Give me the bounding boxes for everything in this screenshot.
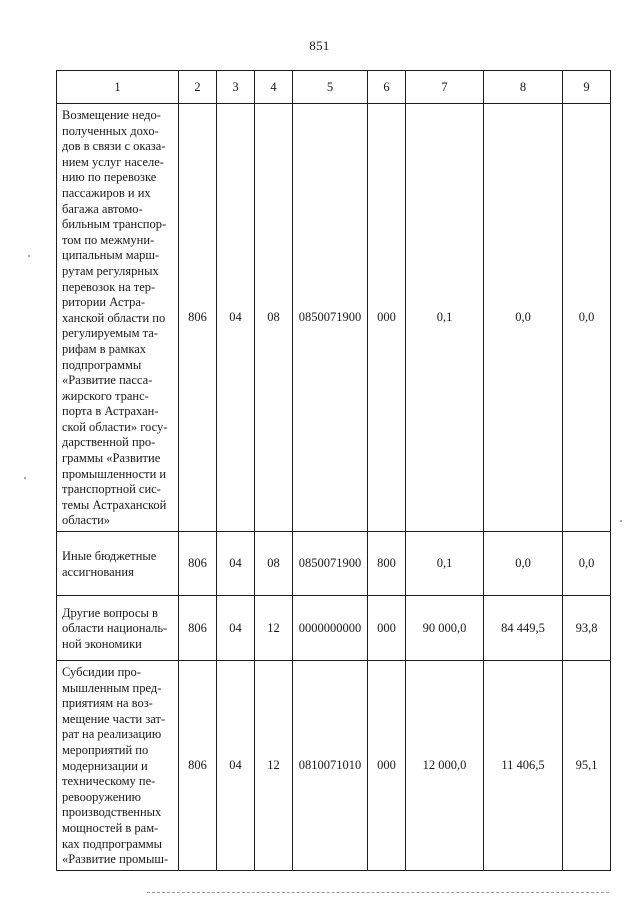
cell-target-code: 0850071900 <box>293 104 368 532</box>
cell-subsection: 08 <box>255 532 293 596</box>
header-cell-5: 5 <box>293 71 368 104</box>
scan-edge-line <box>147 892 609 893</box>
header-cell-4: 4 <box>255 71 293 104</box>
table-row <box>57 532 611 596</box>
header-cell-6: 6 <box>368 71 406 104</box>
cell-subsection: 12 <box>255 661 293 871</box>
cell-subsection: 12 <box>255 596 293 661</box>
cell-plan: 0,1 <box>406 104 484 532</box>
cell-plan: 0,1 <box>406 532 484 596</box>
header-cell-3: 3 <box>217 71 255 104</box>
cell-actual: 0,0 <box>484 104 563 532</box>
table-row <box>57 104 611 532</box>
scan-speck <box>28 255 30 257</box>
cell-percent: 95,1 <box>563 661 611 871</box>
cell-expense-type: 000 <box>368 661 406 871</box>
cell-plan: 90 000,0 <box>406 596 484 661</box>
header-cell-1: 1 <box>57 71 179 104</box>
scan-speck <box>620 520 622 522</box>
cell-target-code: 0850071900 <box>293 532 368 596</box>
cell-expense-type: 000 <box>368 596 406 661</box>
cell-expense-type: 800 <box>368 532 406 596</box>
budget-table <box>56 70 611 871</box>
header-cell-8: 8 <box>484 71 563 104</box>
cell-admin-code: 806 <box>179 661 217 871</box>
header-cell-7: 7 <box>406 71 484 104</box>
table-header-row <box>57 71 611 104</box>
cell-expense-type: 000 <box>368 104 406 532</box>
row-description: Возмещение недо- полученных дохо- дов в связи с оказа- нием услуг населе- нию по перевозке пассажиров и их багажа автомо- бильным транспор- том по межмуни- ципальным марш- рутам регулярных перевозок на тер- ритории Астра- ханской области по регулируемым та- рифам в рамках подпрограммы «Развитие пасса- жирского транс- порта в Астрахан- ской области» госу- дарственной про- граммы «Развитие промышленности и транспортной сис- темы Астраханской области» <box>57 104 179 532</box>
cell-section: 04 <box>217 532 255 596</box>
cell-percent: 0,0 <box>563 532 611 596</box>
page-number: 851 <box>309 38 330 53</box>
header-cell-9: 9 <box>563 71 611 104</box>
header-cell-2: 2 <box>179 71 217 104</box>
cell-section: 04 <box>217 104 255 532</box>
table-row <box>57 596 611 661</box>
cell-section: 04 <box>217 596 255 661</box>
cell-section: 04 <box>217 661 255 871</box>
row-description: Иные бюджетные ассигнования <box>57 532 179 596</box>
cell-actual: 0,0 <box>484 532 563 596</box>
cell-subsection: 08 <box>255 104 293 532</box>
cell-actual: 84 449,5 <box>484 596 563 661</box>
cell-actual: 11 406,5 <box>484 661 563 871</box>
table-row <box>57 661 611 871</box>
cell-plan: 12 000,0 <box>406 661 484 871</box>
cell-percent: 93,8 <box>563 596 611 661</box>
cell-admin-code: 806 <box>179 104 217 532</box>
cell-target-code: 0810071010 <box>293 661 368 871</box>
scan-speck <box>24 477 26 479</box>
cell-admin-code: 806 <box>179 532 217 596</box>
cell-target-code: 0000000000 <box>293 596 368 661</box>
row-description: Другие вопросы в области националь- ной экономики <box>57 596 179 661</box>
cell-admin-code: 806 <box>179 596 217 661</box>
cell-percent: 0,0 <box>563 104 611 532</box>
row-description: Субсидии про- мышленным пред- приятиям на воз- мещение части зат- рат на реализацию мероприятий по модернизации и техническому пе- ревооружению производственных мощностей в рам- ках подпрограммы «Развитие промыш- <box>57 661 179 871</box>
